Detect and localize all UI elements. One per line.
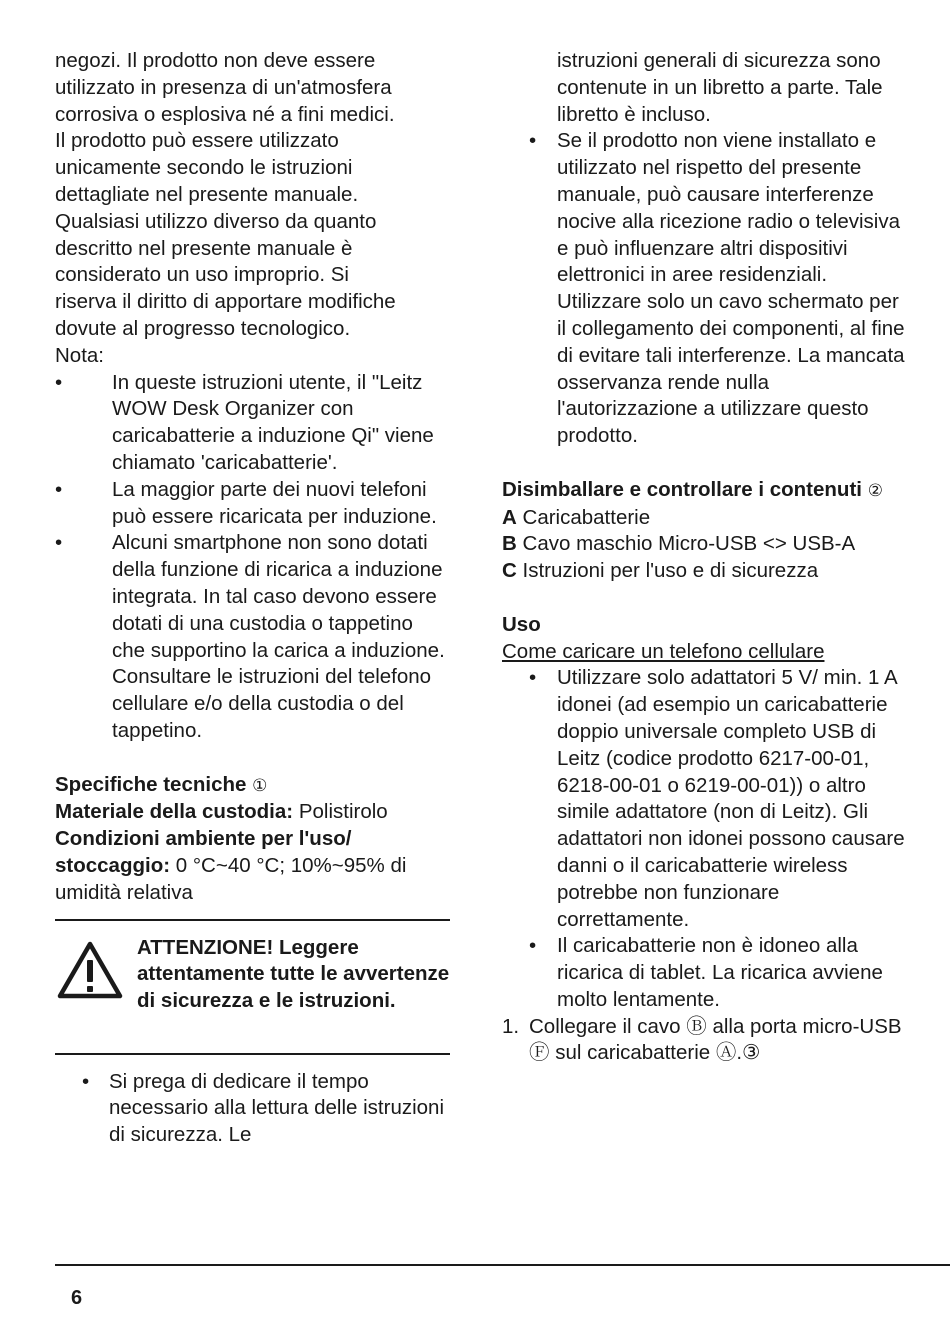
bullet-icon: •: [55, 370, 63, 394]
list-item: • Il caricabatterie non è idoneo alla ricarica di tablet. La ricarica avviene molto lentamente.: [529, 934, 883, 1011]
intro-line: dovute al progresso tecnologico.: [55, 316, 351, 340]
intro-line: unicamente secondo le istruzioni: [55, 156, 353, 180]
contents-item-b: B Cavo maschio Micro-USB <> USB-A: [502, 532, 856, 556]
intro-line: negozi. Il prodotto non deve essere: [55, 49, 376, 72]
bullet-icon: •: [55, 531, 63, 555]
list-item: • In queste istruzioni utente, il "Leitz WOW Desk Organizer con caricabatterie a induzione Qi" viene chiamato 'caricabatterie'.: [55, 370, 434, 474]
list-item: • Se il prodotto non viene installato e utilizzato nel rispetto del presente manuale, può causare interferenze nocive alla ricezione radio o televisiva e può influenzare altri dispositivi elettronici in aree residenziali. Utilizzare solo un cavo schermato per il collegamento dei componenti, al fine di evitare tali interferenze. La mancata osservanza rende nulla l'autorizzazione a utilizzare questo prodotto.: [529, 129, 905, 448]
material-spec: Materiale della custodia: Polistirolo: [55, 800, 388, 824]
warning-triangle-icon: [57, 941, 123, 999]
contents-item-c: C Istruzioni per l'uso e di sicurezza: [502, 559, 819, 583]
specs-heading: Specifiche tecniche ①: [55, 772, 268, 796]
intro-line: utilizzato in presenza di un'atmosfera: [55, 75, 392, 99]
list-item: • Utilizzare solo adattatori 5 V/ min. 1 A idonei (ad esempio un caricabatterie doppio universale completo USB di Leitz (codice prodotto 6217-00-01, 6218-00-01 o 6219-00-01)) o altro simile adattatore (non di Leitz). Gli adattatori non idonei possono causare danni o il caricabatterie wireless potrebbe non funzionare correttamente.: [529, 666, 905, 931]
warning-text: ATTENZIONE! Leggere attentamente tutte le avvertenze di sicurezza e le istruzioni.: [137, 935, 450, 1013]
intro-paragraph: [55, 48, 450, 343]
warning-box: [55, 919, 450, 1055]
bullet-icon: •: [55, 477, 63, 501]
uso-subheading: Come caricare un telefono cellulare: [502, 639, 825, 663]
page-number: 6: [71, 1287, 83, 1309]
intro-line: Il prodotto può essere utilizzato: [55, 129, 339, 153]
list-item: • Alcuni smartphone non sono dotati della funzione di ricarica a induzione integrata. In tal caso devono essere dotati di una custodia o tappetino che supportino la carica a induzione. Consultare le istruzioni del telefono cellulare e/o della custodia o del tappetino.: [55, 531, 445, 742]
right-column: [502, 48, 912, 1067]
bullet-icon: •: [529, 129, 537, 153]
bullet-icon: •: [82, 1069, 90, 1093]
bullet-icon: •: [529, 666, 537, 690]
left-column: [55, 48, 450, 1149]
list-item: • Si prega di dedicare il tempo necessario alla lettura delle istruzioni di sicurezza. Le: [82, 1069, 445, 1147]
step-number: 1.: [502, 1014, 520, 1038]
bullet-icon: •: [529, 934, 537, 958]
nota-label: Nota:: [55, 343, 104, 367]
figure-ref: ①: [252, 775, 268, 795]
figure-ref: ②: [867, 480, 883, 500]
step-item: 1. Collegare il cavo Ⓑ alla porta micro-USB Ⓕ sul caricabatterie Ⓐ.③: [502, 1014, 902, 1065]
intro-line: riserva il diritto di apportare modifiche: [55, 290, 396, 314]
safety-continued: istruzioni generali di sicurezza sono contenute in un libretto a parte. Tale libretto è incluso.: [557, 49, 883, 126]
list-item: • La maggior parte dei nuovi telefoni può essere ricaricata per induzione.: [55, 477, 437, 528]
unpack-heading: Disimballare e controllare i contenuti ②: [502, 477, 883, 501]
contents-item-a: A Caricabatterie: [502, 505, 651, 529]
intro-line: descritto nel presente manuale è: [55, 236, 353, 260]
intro-line: corrosiva o esplosiva né a fini medici.: [55, 102, 395, 126]
intro-line: considerato un uso improprio. Si: [55, 263, 349, 287]
conditions-spec: Condizioni ambiente per l'uso/ stoccaggio: 0 °C~40 °C; 10%~95% di umidità relativa: [55, 827, 407, 904]
footer-divider: [55, 1264, 950, 1266]
uso-heading: Uso: [502, 612, 541, 636]
intro-line: Qualsiasi utilizzo diverso da quanto: [55, 209, 377, 233]
intro-line: dettagliate nel presente manuale.: [55, 182, 359, 206]
